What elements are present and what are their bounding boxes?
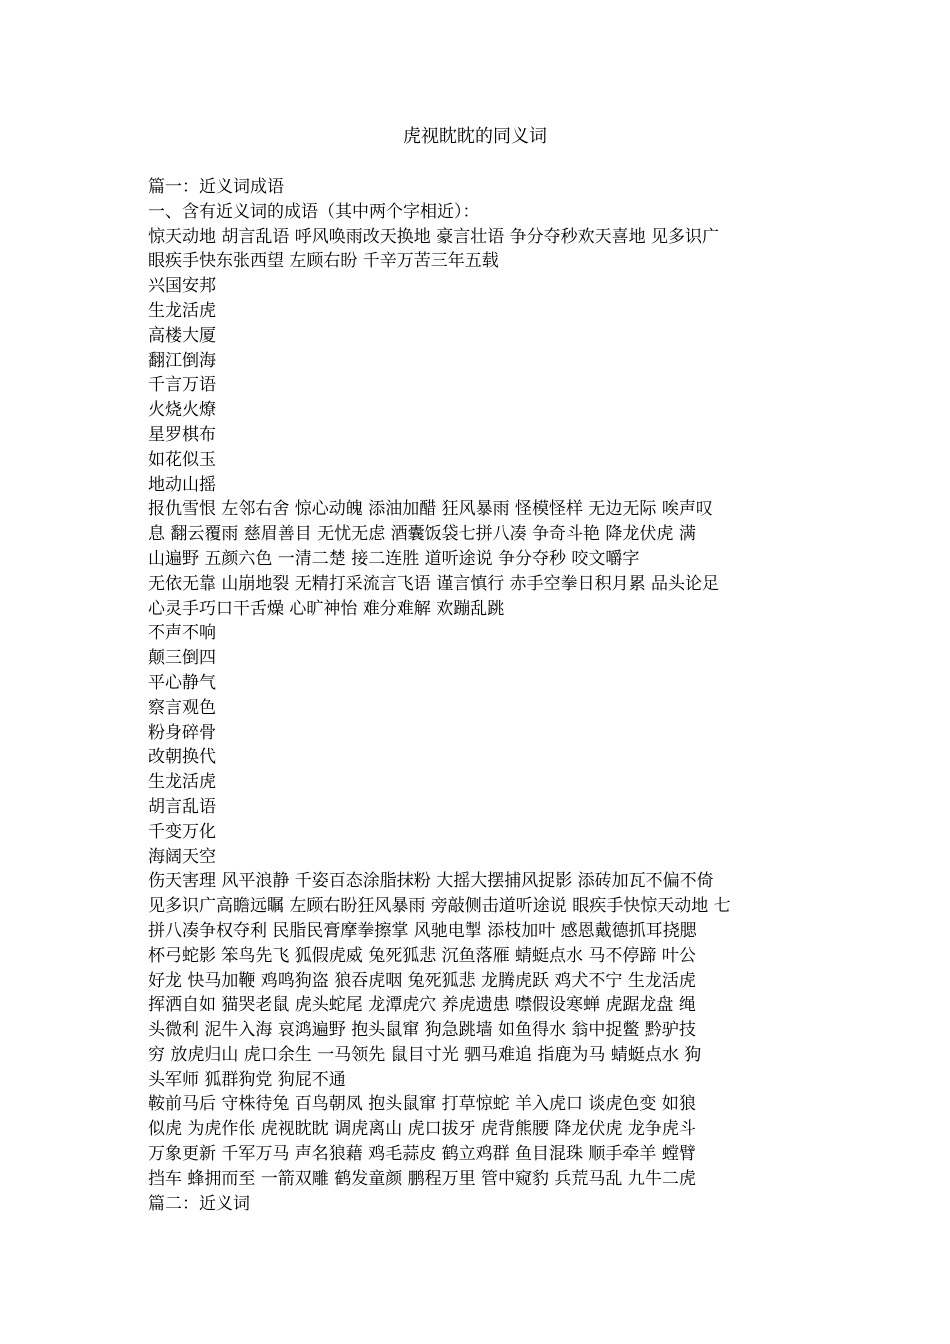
text-line: 穷 放虎归山 虎口余生 一马领先 鼠目寸光 驷马难追 指鹿为马 蜻蜓点水 狗 [148, 1044, 702, 1065]
text-line: 一、含有近义词的成语（其中两个字相近）： [148, 201, 480, 222]
text-line: 颠三倒四 [148, 648, 216, 669]
document-body [148, 175, 804, 1216]
text-line: 千言万语 [148, 375, 216, 396]
text-line: 如花似玉 [148, 449, 216, 470]
text-line: 兴国安邦 [148, 276, 216, 297]
text-line: 挥洒自如 猫哭老鼠 虎头蛇尾 龙潭虎穴 养虎遗患 噤假设寒蝉 虎踞龙盘 绳 [148, 995, 696, 1016]
text-line: 高楼大厦 [148, 325, 216, 346]
text-line: 鞍前马后 守株待兔 百鸟朝凤 抱头鼠窜 打草惊蛇 羊入虎口 谈虎色变 如狼 [148, 1094, 696, 1115]
text-line: 海阔天空 [148, 846, 216, 867]
text-line: 头军师 狐群狗党 狗屁不通 [148, 1069, 346, 1090]
text-line: 星罗棋布 [148, 424, 216, 445]
text-line: 生龙活虎 [148, 300, 216, 321]
text-line: 平心静气 [148, 672, 216, 693]
text-line: 拼八凑争权夺利 民脂民膏摩拳擦掌 风驰电掣 添枝加叶 感恩戴德抓耳挠腮 [148, 920, 697, 941]
text-line: 伤天害理 风平浪静 千姿百态涂脂抹粉 大摇大摆捕风捉影 添砖加瓦不偏不倚 [148, 871, 714, 892]
text-line: 杯弓蛇影 笨鸟先飞 狐假虎威 兔死狐悲 沉鱼落雁 蜻蜓点水 马不停蹄 叶公 [148, 945, 696, 966]
text-line: 无依无靠 山崩地裂 无精打采流言飞语 谨言慎行 赤手空拳日积月累 品头论足 [148, 573, 720, 594]
text-line: 察言观色 [148, 697, 216, 718]
text-line: 山遍野 五颜六色 一清二楚 接二连胜 道听途说 争分夺秒 咬文嚼字 [148, 548, 640, 569]
text-line: 息 翻云覆雨 慈眉善目 无忧无虑 酒囊饭袋七拼八凑 争奇斗艳 降龙伏虎 满 [148, 524, 696, 545]
text-line: 火烧火燎 [148, 400, 216, 421]
text-line: 粉身碎骨 [148, 722, 216, 743]
text-line: 翻江倒海 [148, 350, 216, 371]
text-line: 篇一：近义词成语 [148, 177, 284, 197]
text-line: 篇二：近义词 [148, 1193, 250, 1214]
text-line: 千变万化 [148, 821, 216, 842]
text-line: 地动山摇 [148, 474, 216, 495]
text-line: 眼疾手快东张西望 左顾右盼 千辛万苦三年五载 [148, 251, 499, 272]
document-title: 虎视眈眈的同义词 [403, 126, 547, 147]
text-line: 见多识广高瞻远瞩 左顾右盼狂风暴雨 旁敲侧击道听途说 眼疾手快惊天动地 七 [148, 896, 731, 917]
text-line: 好龙 快马加鞭 鸡鸣狗盗 狼吞虎咽 兔死狐悲 龙腾虎跃 鸡犬不宁 生龙活虎 [148, 970, 696, 991]
text-line: 不声不响 [148, 623, 216, 644]
text-line: 生龙活虎 [148, 772, 216, 793]
text-line: 惊天动地 胡言乱语 呼风唤雨改天换地 豪言壮语 争分夺秒欢天喜地 见多识广 [148, 226, 720, 247]
text-line: 报仇雪恨 左邻右舍 惊心动魄 添油加醋 狂风暴雨 怪模怪样 无边无际 唉声叹 [148, 499, 713, 520]
text-line: 似虎 为虎作伥 虎视眈眈 调虎离山 虎口拔牙 虎背熊腰 降龙伏虎 龙争虎斗 [148, 1119, 696, 1140]
text-line: 改朝换代 [148, 747, 216, 768]
text-line: 心灵手巧口干舌燥 心旷神怡 难分难解 欢蹦乱跳 [148, 598, 505, 619]
text-line: 万象更新 千军万马 声名狼藉 鸡毛蒜皮 鹤立鸡群 鱼目混珠 顺手牵羊 螳臂 [148, 1144, 696, 1165]
text-line: 挡车 蜂拥而至 一箭双雕 鹤发童颜 鹏程万里 管中窥豹 兵荒马乱 九牛二虎 [148, 1168, 696, 1189]
text-line: 头微利 泥牛入海 哀鸿遍野 抱头鼠窜 狗急跳墙 如鱼得水 翁中捉鳖 黔驴技 [148, 1020, 696, 1041]
text-line: 胡言乱语 [148, 796, 216, 817]
